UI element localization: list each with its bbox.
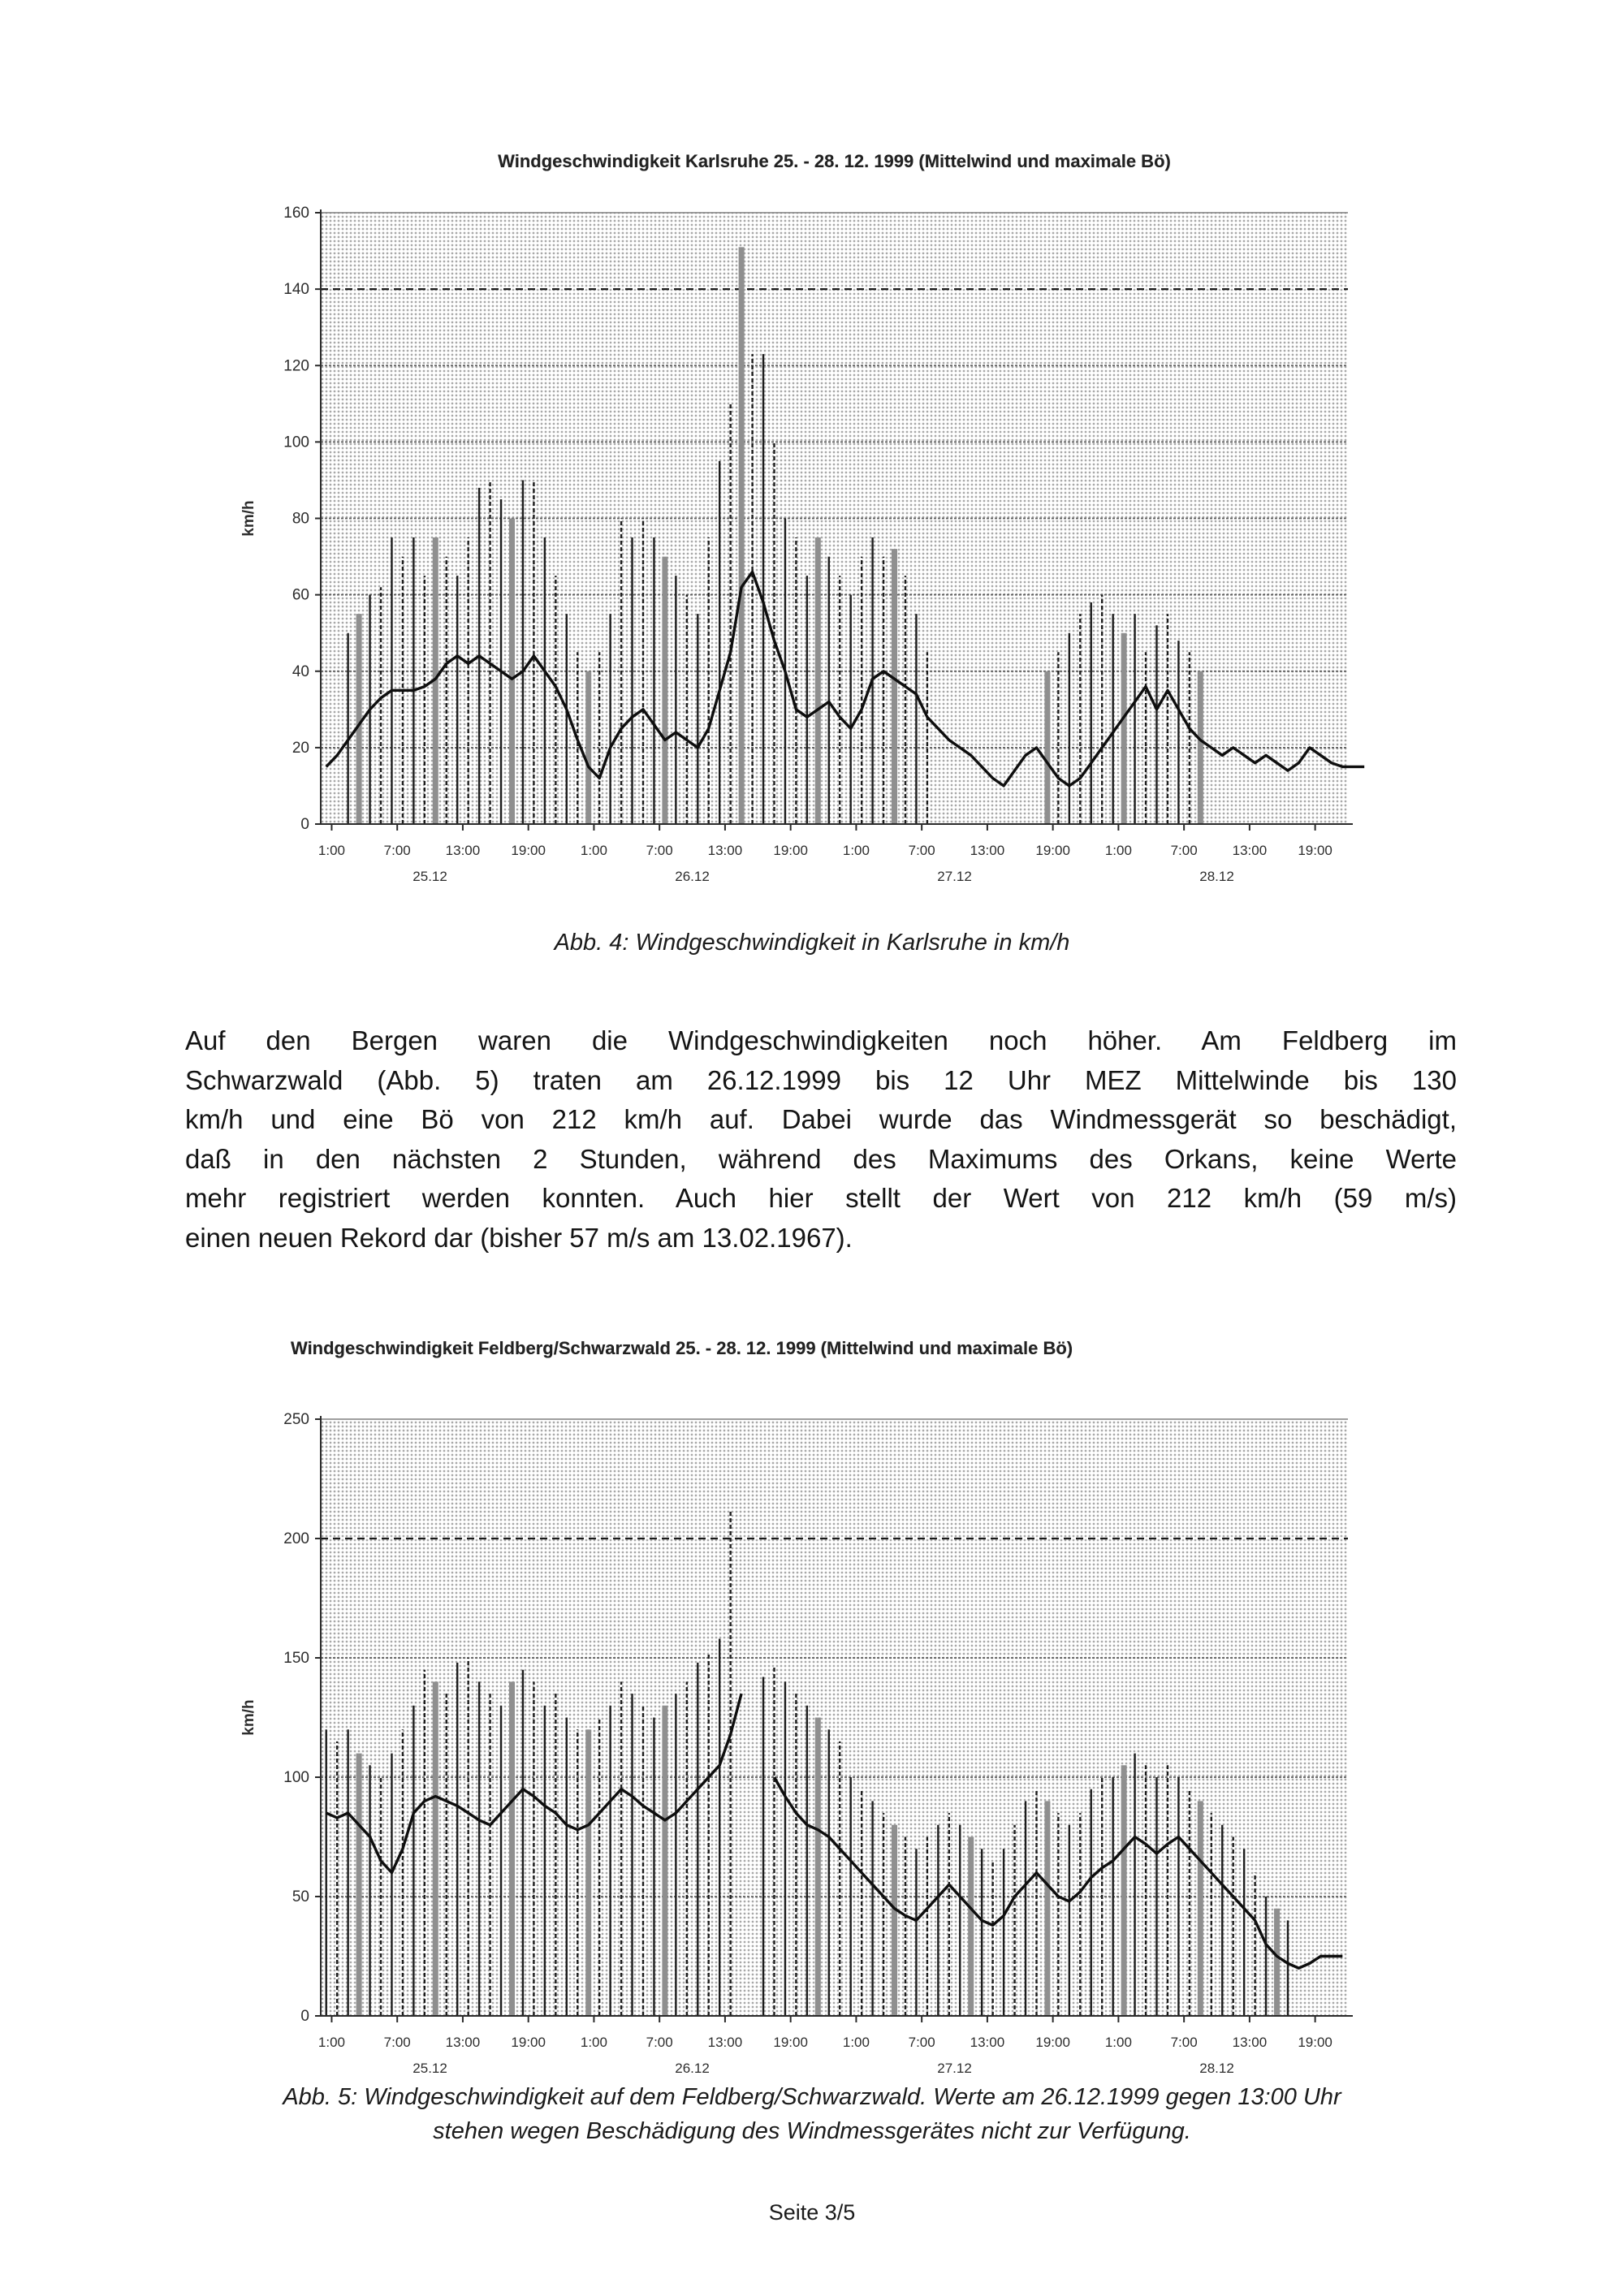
date-label: 25.12 — [412, 869, 447, 884]
svg-text:250: 250 — [283, 1411, 309, 1428]
date-label: 26.12 — [675, 2061, 710, 2076]
figure-4-caption — [0, 926, 1624, 960]
date-label: 25.12 — [412, 2061, 447, 2076]
y-axis-title: km/h — [240, 1699, 257, 1736]
svg-text:7:00: 7:00 — [908, 843, 935, 858]
y-axis-labels — [283, 1411, 321, 2025]
feldberg-chart-title: Windgeschwindigkeit Feldberg/Schwarzwald 25. - 28. 12. 1999 (Mittelwind und maximale Bö) — [291, 1338, 1073, 1358]
svg-text:13:00: 13:00 — [707, 843, 743, 858]
svg-text:160: 160 — [283, 205, 309, 222]
svg-text:80: 80 — [292, 510, 309, 528]
plot-area — [321, 1419, 1348, 2016]
date-label: 27.12 — [937, 2061, 972, 2076]
svg-text:13:00: 13:00 — [1232, 2035, 1268, 2050]
caption-line: Abb. 4: Windgeschwindigkeit in Karlsruhe in km/h — [554, 930, 1070, 956]
date-label: 28.12 — [1199, 869, 1234, 884]
caption-line: Abb. 5: Windgeschwindigkeit auf dem Feldberg/Schwarzwald. Werte am 26.12.1999 gegen 13:00 Uhr — [283, 2084, 1341, 2110]
svg-text:1:00: 1:00 — [842, 2035, 870, 2050]
svg-text:150: 150 — [283, 1650, 309, 1667]
svg-text:19:00: 19:00 — [1298, 843, 1332, 858]
svg-text:1:00: 1:00 — [580, 843, 607, 858]
svg-text:1:00: 1:00 — [1104, 843, 1132, 858]
karlsruhe-wind-chart — [219, 191, 1380, 909]
svg-text:1:00: 1:00 — [317, 2035, 346, 2050]
svg-text:7:00: 7:00 — [646, 843, 673, 858]
paragraph-line: Schwarzwald (Abb. 5) traten am 26.12.1999 bis 12 Uhr MEZ Mittelwinde bis 130 — [185, 1064, 1457, 1095]
date-label: 27.12 — [937, 869, 972, 884]
svg-text:13:00: 13:00 — [970, 2035, 1005, 2050]
svg-text:19:00: 19:00 — [511, 843, 546, 858]
wind-chart-svg — [219, 191, 1380, 905]
paragraph-line: daß in den nächsten 2 Stunden, während des Maximums des Orkans, keine Werte — [185, 1143, 1457, 1174]
body-paragraph — [185, 1021, 1457, 1258]
svg-text:13:00: 13:00 — [445, 2035, 481, 2050]
svg-text:19:00: 19:00 — [773, 843, 808, 858]
svg-text:20: 20 — [292, 739, 309, 757]
svg-text:1:00: 1:00 — [580, 2035, 607, 2050]
svg-text:13:00: 13:00 — [445, 843, 481, 858]
svg-text:7:00: 7:00 — [1170, 2035, 1198, 2050]
svg-text:7:00: 7:00 — [908, 2035, 935, 2050]
svg-text:40: 40 — [292, 662, 309, 680]
svg-text:19:00: 19:00 — [1035, 2035, 1070, 2050]
y-axis-title: km/h — [240, 500, 257, 537]
karlsruhe-chart-title: Windgeschwindigkeit Karlsruhe 25. - 28. 12. 1999 (Mittelwind und maximale Bö) — [498, 151, 1171, 171]
svg-text:1:00: 1:00 — [842, 843, 870, 858]
paragraph-line: km/h und eine Bö von 212 km/h auf. Dabei wurde das Windmessgerät so beschädigt, — [185, 1104, 1457, 1134]
paragraph-line: Auf den Bergen waren die Windgeschwindigkeiten noch höher. Am Feldberg im — [185, 1025, 1457, 1055]
svg-text:200: 200 — [283, 1530, 309, 1547]
caption-line: stehen wegen Beschädigung des Windmessgerätes nicht zur Verfügung. — [433, 2118, 1191, 2144]
y-axis-labels — [283, 205, 321, 833]
svg-text:60: 60 — [292, 586, 309, 604]
svg-text:1:00: 1:00 — [1104, 2035, 1132, 2050]
x-axis-labels — [318, 2016, 1332, 2076]
svg-text:100: 100 — [283, 1769, 309, 1786]
date-label: 28.12 — [1199, 2061, 1234, 2076]
figure-5-caption — [0, 2080, 1624, 2148]
paragraph-line: mehr registriert werden konnten. Auch hier stellt der Wert von 212 km/h (59 m/s) — [185, 1183, 1457, 1213]
paragraph-line: einen neuen Rekord dar (bisher 57 m/s am 13.02.1967). — [185, 1222, 853, 1253]
wind-chart-svg — [219, 1396, 1380, 2111]
svg-text:19:00: 19:00 — [1298, 2035, 1332, 2050]
svg-text:13:00: 13:00 — [970, 843, 1005, 858]
svg-text:100: 100 — [283, 434, 309, 451]
svg-text:19:00: 19:00 — [773, 2035, 808, 2050]
date-label: 26.12 — [675, 869, 710, 884]
svg-text:19:00: 19:00 — [511, 2035, 546, 2050]
svg-text:0: 0 — [300, 816, 309, 833]
svg-text:140: 140 — [283, 281, 309, 299]
feldberg-wind-chart — [219, 1396, 1380, 2115]
svg-text:13:00: 13:00 — [1232, 843, 1268, 858]
svg-text:7:00: 7:00 — [383, 843, 411, 858]
svg-text:1:00: 1:00 — [317, 843, 346, 858]
svg-text:50: 50 — [292, 1888, 309, 1905]
svg-text:7:00: 7:00 — [383, 2035, 411, 2050]
svg-text:13:00: 13:00 — [707, 2035, 743, 2050]
svg-text:120: 120 — [283, 357, 309, 375]
svg-text:19:00: 19:00 — [1035, 843, 1070, 858]
svg-text:7:00: 7:00 — [1170, 843, 1198, 858]
svg-text:7:00: 7:00 — [646, 2035, 673, 2050]
svg-text:0: 0 — [300, 2008, 309, 2025]
x-axis-labels — [318, 824, 1332, 884]
page-number: Seite 3/5 — [768, 2200, 856, 2225]
